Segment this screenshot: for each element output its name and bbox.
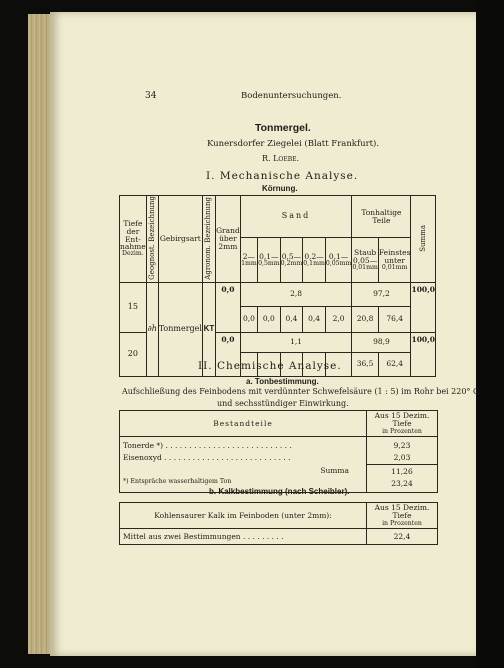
table-cell-dust: 20,8	[352, 306, 379, 332]
description-line-2: und sechsstündiger Einwirkung.	[217, 399, 349, 408]
subheading-kalkbestimmung: b. Kalkbestimmung (nach Scheibler).	[209, 487, 350, 496]
table-cell-sand: 2,0	[325, 306, 352, 332]
subheading-tonbestimmung: a. Tonbestimmung.	[246, 377, 319, 386]
table-row: Eisenoxyd . . . . . . . . . . . . . . . . . . . . . . . . . . .	[123, 452, 291, 462]
header-dust: Staub 0,05— 0,01mm	[352, 238, 379, 283]
lime-determination-table	[119, 502, 438, 545]
table-cell-dust: 36,5	[352, 352, 379, 376]
table-cell-sand: 0,0	[240, 306, 257, 332]
table-row: Tonerde *) . . . . . . . . . . . . . . . . . . . . . . . . . . .	[123, 441, 292, 451]
page-number: 34	[145, 91, 157, 101]
header-components: Bestandteile	[120, 411, 367, 437]
table-cell-rock-type: Tonmergel	[158, 282, 202, 376]
header-sand-fraction: 0,1— 0,05mm	[325, 238, 352, 283]
table-cell-gravel: 0,0	[216, 282, 241, 332]
table-cell-agronomic: KT	[202, 282, 215, 376]
table-cell-sum-value: 11,26 23,24	[367, 464, 438, 492]
table-cell-gravel: 0,0	[216, 332, 241, 376]
header-clay: Tonhaltige Teile	[352, 196, 411, 238]
header-sand-fraction: 0,2— 0,1mm	[303, 238, 326, 283]
author-line: R. Loebe.	[262, 154, 300, 163]
table-cell-finest: 62,4	[378, 352, 411, 376]
table-cell-depth: 15	[120, 282, 147, 332]
table-cell-clay-total: 97,2	[352, 282, 411, 306]
table-cell-clay-total: 98,9	[352, 332, 411, 352]
table-cell-finest: 76,4	[378, 306, 411, 332]
header-depth: Tiefe der Ent- nahme Dezim.	[120, 196, 147, 283]
header-sum: Summa	[411, 196, 436, 283]
table-cell-depth: 20	[120, 332, 147, 376]
header-gravel: Grand über 2mm	[216, 196, 241, 283]
header-lime: Kohlensaurer Kalk im Feinboden (unter 2mm):	[120, 503, 367, 529]
description-line-1: Aufschließung des Feinbodens mit verdünnter Schwefelsäure (1 : 5) im Rohr bei 220° C.	[122, 387, 482, 396]
table-cell-sand: 0,4	[280, 306, 303, 332]
table-row	[120, 529, 438, 545]
header-sand-fraction: 0,1— 0,5mm	[258, 238, 281, 283]
book-shadow	[476, 0, 504, 668]
table-cell-sum: 100,0	[411, 332, 436, 376]
running-head: Bodenuntersuchungen.	[241, 91, 342, 101]
header-sand: Sand	[240, 196, 352, 238]
header-geognostic: Geognost. Bezeichnung	[146, 196, 158, 283]
table-cell-sand: 0,4	[303, 306, 326, 332]
section-title-mechanical: I. Mechanische Analyse.	[206, 170, 359, 182]
header-finest: Feinstes unter 0,01mm	[378, 238, 411, 283]
section-title-chemical: II. Chemische Analyse.	[198, 360, 342, 372]
page-title: Tonmergel.	[255, 122, 311, 134]
table-cell-sand: 0,0	[258, 306, 281, 332]
location-line: Kunersdorfer Ziegelei (Blatt Frankfurt).	[207, 139, 380, 149]
table-cell-sum-label: Summa *) Entspräche wasserhaltigem Ton	[120, 464, 367, 492]
table-cell-labels	[120, 437, 367, 465]
table-cell-values: 9,23 2,03	[367, 437, 438, 465]
header-agronomic: Agronom. Bezeichnung	[202, 196, 215, 283]
table-cell-sand-total: 2,8	[240, 282, 352, 306]
header-depth-percent: Aus 15 Dezim. Tiefe in Prozenten	[367, 503, 438, 529]
mechanical-analysis-table	[119, 195, 436, 377]
subheading-koernung: Körnung.	[262, 184, 298, 193]
header-sand-fraction: 0,5— 0,2mm	[280, 238, 303, 283]
header-rock-type: Gebirgsart	[158, 196, 202, 283]
header-sand-fraction: 2— 1mm	[240, 238, 257, 283]
table-cell-sand-total: 1,1	[240, 332, 352, 352]
table-cell-value: 22,4	[367, 529, 438, 545]
header-depth-percent: Aus 15 Dezim. Tiefe in Prozenten	[367, 411, 438, 437]
table-cell-sum: 100,0	[411, 282, 436, 332]
table-cell-geognostic: ∂h	[146, 282, 158, 376]
clay-determination-table	[119, 410, 438, 493]
table-cell-label: Mittel aus zwei Bestimmungen . . . . . . . . .	[120, 529, 367, 545]
